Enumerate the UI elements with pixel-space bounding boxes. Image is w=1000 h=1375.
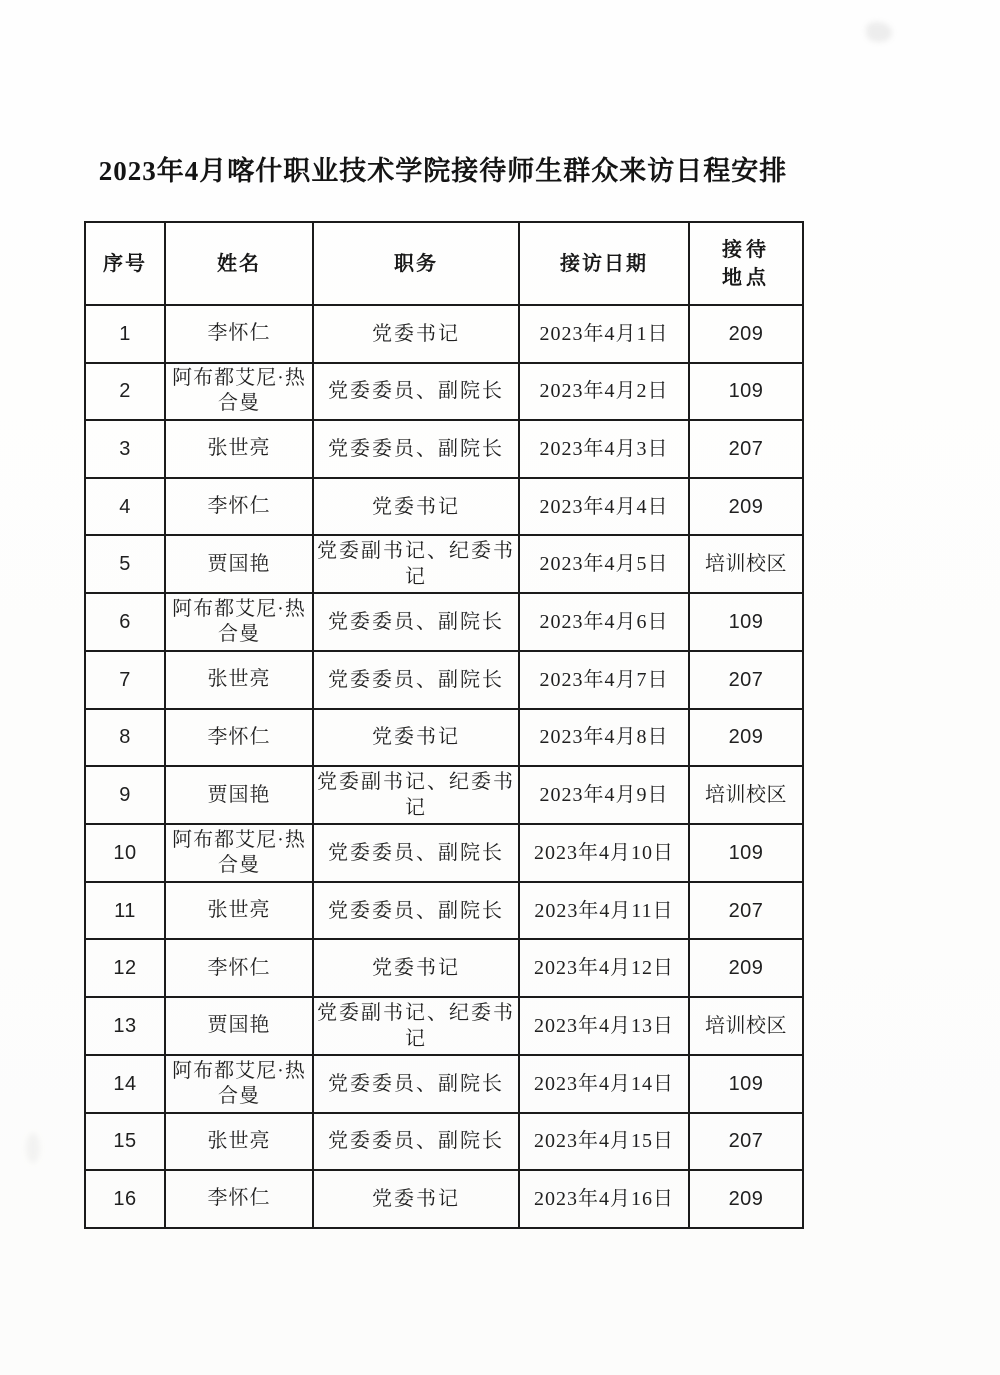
schedule-table bbox=[84, 221, 804, 1229]
cell-no: 2 bbox=[85, 363, 165, 421]
col-header-name: 姓名 bbox=[165, 222, 313, 305]
cell-location: 209 bbox=[689, 709, 803, 767]
cell-name: 李怀仁 bbox=[165, 305, 313, 363]
cell-location: 培训校区 bbox=[689, 535, 803, 593]
cell-no: 5 bbox=[85, 535, 165, 593]
cell-name: 张世亮 bbox=[165, 420, 313, 478]
col-header-location-label: 接待地点 bbox=[722, 238, 770, 289]
cell-name: 李怀仁 bbox=[165, 709, 313, 767]
cell-no: 6 bbox=[85, 593, 165, 651]
cell-name: 阿布都艾尼·热合曼 bbox=[165, 593, 313, 651]
col-header-date: 接访日期 bbox=[519, 222, 689, 305]
cell-name: 阿布都艾尼·热合曼 bbox=[165, 1055, 313, 1113]
cell-position: 党委书记 bbox=[313, 709, 519, 767]
cell-name: 阿布都艾尼·热合曼 bbox=[165, 824, 313, 882]
cell-date: 2023年4月5日 bbox=[519, 535, 689, 593]
cell-date: 2023年4月14日 bbox=[519, 1055, 689, 1113]
table-row bbox=[85, 363, 803, 421]
cell-date: 2023年4月10日 bbox=[519, 824, 689, 882]
cell-date: 2023年4月11日 bbox=[519, 882, 689, 940]
cell-name: 张世亮 bbox=[165, 1113, 313, 1171]
cell-position: 党委副书记、纪委书记 bbox=[313, 997, 519, 1055]
cell-location: 109 bbox=[689, 593, 803, 651]
cell-location: 109 bbox=[689, 1055, 803, 1113]
table-row bbox=[85, 305, 803, 363]
table-row bbox=[85, 478, 803, 536]
cell-location: 209 bbox=[689, 1170, 803, 1228]
cell-name: 李怀仁 bbox=[165, 478, 313, 536]
cell-no: 15 bbox=[85, 1113, 165, 1171]
cell-position: 党委委员、副院长 bbox=[313, 1055, 519, 1113]
col-header-no: 序号 bbox=[85, 222, 165, 305]
table-row bbox=[85, 1170, 803, 1228]
cell-no: 12 bbox=[85, 939, 165, 997]
cell-position: 党委委员、副院长 bbox=[313, 651, 519, 709]
table-row bbox=[85, 535, 803, 593]
cell-position: 党委书记 bbox=[313, 305, 519, 363]
cell-no: 10 bbox=[85, 824, 165, 882]
page-title: 2023年4月喀什职业技术学院接待师生群众来访日程安排 bbox=[98, 156, 788, 186]
cell-name: 贾国艳 bbox=[165, 535, 313, 593]
cell-no: 7 bbox=[85, 651, 165, 709]
cell-no: 13 bbox=[85, 997, 165, 1055]
cell-location: 209 bbox=[689, 305, 803, 363]
table-row bbox=[85, 882, 803, 940]
cell-date: 2023年4月2日 bbox=[519, 363, 689, 421]
cell-no: 14 bbox=[85, 1055, 165, 1113]
cell-date: 2023年4月16日 bbox=[519, 1170, 689, 1228]
cell-position: 党委副书记、纪委书记 bbox=[313, 766, 519, 824]
cell-name: 张世亮 bbox=[165, 651, 313, 709]
table-row bbox=[85, 709, 803, 767]
table-row bbox=[85, 651, 803, 709]
cell-location: 207 bbox=[689, 651, 803, 709]
cell-location: 培训校区 bbox=[689, 766, 803, 824]
cell-name: 李怀仁 bbox=[165, 1170, 313, 1228]
table-row bbox=[85, 824, 803, 882]
cell-position: 党委书记 bbox=[313, 478, 519, 536]
cell-position: 党委委员、副院长 bbox=[313, 882, 519, 940]
cell-no: 4 bbox=[85, 478, 165, 536]
cell-date: 2023年4月8日 bbox=[519, 709, 689, 767]
cell-location: 209 bbox=[689, 478, 803, 536]
scan-smudge bbox=[26, 1133, 40, 1163]
cell-name: 贾国艳 bbox=[165, 997, 313, 1055]
cell-date: 2023年4月15日 bbox=[519, 1113, 689, 1171]
cell-no: 11 bbox=[85, 882, 165, 940]
table-row bbox=[85, 593, 803, 651]
cell-no: 16 bbox=[85, 1170, 165, 1228]
cell-location: 207 bbox=[689, 882, 803, 940]
cell-no: 9 bbox=[85, 766, 165, 824]
cell-location: 209 bbox=[689, 939, 803, 997]
col-header-position: 职务 bbox=[313, 222, 519, 305]
cell-name: 阿布都艾尼·热合曼 bbox=[165, 363, 313, 421]
cell-date: 2023年4月12日 bbox=[519, 939, 689, 997]
cell-position: 党委委员、副院长 bbox=[313, 420, 519, 478]
cell-location: 207 bbox=[689, 420, 803, 478]
cell-location: 109 bbox=[689, 363, 803, 421]
cell-date: 2023年4月6日 bbox=[519, 593, 689, 651]
cell-date: 2023年4月3日 bbox=[519, 420, 689, 478]
cell-name: 李怀仁 bbox=[165, 939, 313, 997]
cell-no: 1 bbox=[85, 305, 165, 363]
scan-smudge bbox=[866, 22, 892, 42]
cell-date: 2023年4月7日 bbox=[519, 651, 689, 709]
table-row bbox=[85, 420, 803, 478]
table-row bbox=[85, 766, 803, 824]
cell-location: 培训校区 bbox=[689, 997, 803, 1055]
table-row bbox=[85, 1055, 803, 1113]
table-row bbox=[85, 939, 803, 997]
cell-location: 207 bbox=[689, 1113, 803, 1171]
cell-date: 2023年4月9日 bbox=[519, 766, 689, 824]
table-row bbox=[85, 1113, 803, 1171]
cell-position: 党委委员、副院长 bbox=[313, 593, 519, 651]
cell-name: 贾国艳 bbox=[165, 766, 313, 824]
cell-position: 党委委员、副院长 bbox=[313, 1113, 519, 1171]
cell-date: 2023年4月1日 bbox=[519, 305, 689, 363]
table-row bbox=[85, 997, 803, 1055]
cell-position: 党委委员、副院长 bbox=[313, 824, 519, 882]
cell-name: 张世亮 bbox=[165, 882, 313, 940]
cell-location: 109 bbox=[689, 824, 803, 882]
cell-date: 2023年4月4日 bbox=[519, 478, 689, 536]
table-header-row bbox=[85, 222, 803, 305]
col-header-location bbox=[689, 222, 803, 305]
cell-position: 党委副书记、纪委书记 bbox=[313, 535, 519, 593]
cell-position: 党委书记 bbox=[313, 939, 519, 997]
cell-date: 2023年4月13日 bbox=[519, 997, 689, 1055]
cell-position: 党委书记 bbox=[313, 1170, 519, 1228]
cell-no: 8 bbox=[85, 709, 165, 767]
cell-position: 党委委员、副院长 bbox=[313, 363, 519, 421]
cell-no: 3 bbox=[85, 420, 165, 478]
